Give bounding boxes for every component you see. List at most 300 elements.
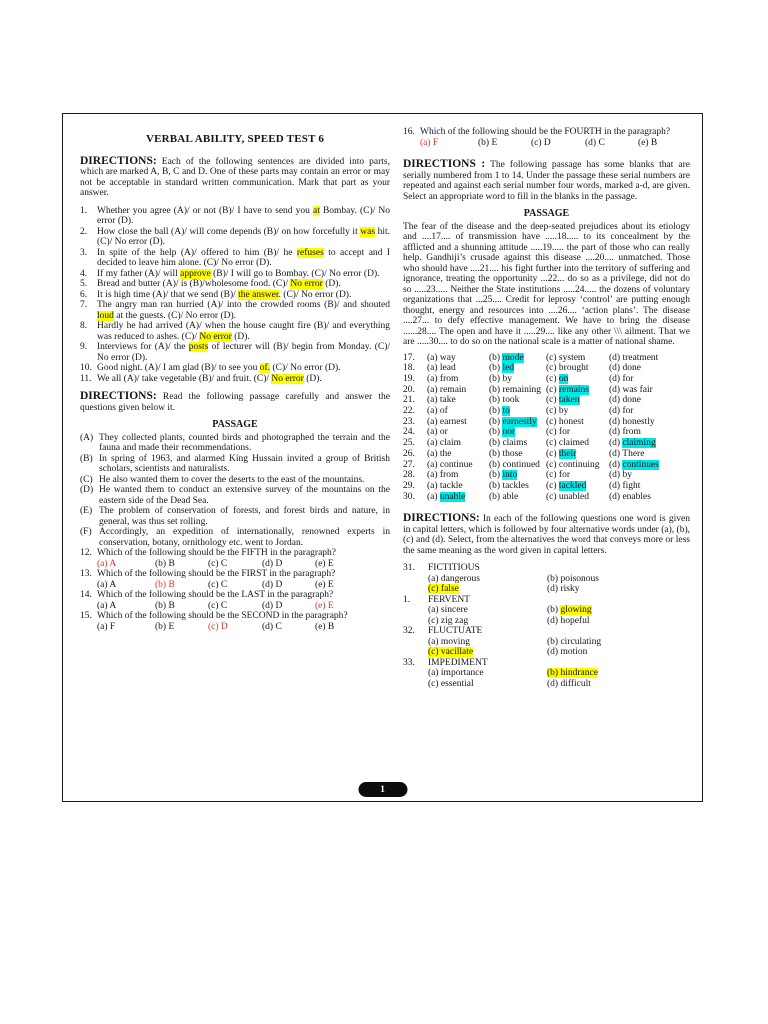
item-number: 14. <box>80 590 92 600</box>
item-text <box>97 206 390 227</box>
item-number: 32. <box>403 626 415 637</box>
highlighted-text: remains <box>558 384 589 395</box>
option-letter: (c) <box>546 470 559 481</box>
ordering-question-16 <box>403 127 690 148</box>
option-word: by <box>622 470 632 481</box>
item-number: 20. <box>403 384 415 395</box>
item-number: 12. <box>80 548 92 558</box>
option-letter: (b) <box>489 373 503 384</box>
text-segment: (D). <box>303 373 322 384</box>
directions-text: The following passage has some blanks that are serially numbered from 1 to 14. Under the passage these serial numbers are repeated and against each serial number four words, marked a-d, are given. Select an appropriate word to fill in the blanks in the passage. <box>403 160 690 202</box>
text-segment: It is high time (A)/ that we send (B)/ <box>97 289 239 300</box>
passage-sentence-items <box>80 433 390 549</box>
highlighted-text: into <box>502 470 518 481</box>
fill-option <box>609 417 690 428</box>
item-number: 25. <box>403 438 415 449</box>
directions-synonym <box>403 513 690 556</box>
synonym-options <box>403 637 690 658</box>
synonym-option <box>428 647 547 658</box>
option-word: was fair <box>622 384 653 395</box>
item-number: 28. <box>403 470 415 481</box>
two-column-layout <box>63 114 702 689</box>
error-item <box>80 321 390 342</box>
item-text: Which of the following should be the FIFTH in the paragraph? <box>97 548 337 558</box>
left-column <box>80 127 390 689</box>
option-word: for <box>622 406 634 417</box>
answer-option-red: (e) E <box>315 600 334 611</box>
text-segment: Hardly he had arrived (A)/ when the house caught fire (B)/ and everything was reduced to ashes. (C)/ <box>97 321 390 342</box>
option-word: There <box>622 448 645 459</box>
error-item <box>80 279 390 290</box>
item-number: (D) <box>80 485 94 495</box>
highlighted-text: No error <box>199 331 232 342</box>
synonym-option <box>428 574 547 585</box>
passage-heading: PASSAGE <box>523 208 570 219</box>
option-letter: (b) <box>489 395 503 406</box>
directions-text: In each of the following questions one word is given in capital letters, which is followed by four alternative words under (a), (b), (c) and (d). Select, from the alternatives the word that conveys more or less the same meaning as the word given in capital letters. <box>403 514 690 556</box>
fill-option <box>427 449 489 460</box>
item-text <box>97 342 390 363</box>
option-word: for <box>558 427 570 438</box>
synonym-option <box>547 574 690 585</box>
answer-option-red: (c) D <box>208 621 228 632</box>
answer-option: (a) A <box>97 600 117 611</box>
option-word: by <box>558 406 569 417</box>
directions-fill-blanks <box>403 159 690 202</box>
synonym-option <box>547 616 690 627</box>
option-letter: (a) <box>427 406 440 417</box>
fill-option <box>489 363 546 374</box>
option-letter: (d) <box>609 373 623 384</box>
fill-item-row <box>403 481 690 492</box>
answer-option: (e) E <box>315 579 334 590</box>
fill-item-row <box>403 374 690 385</box>
fill-option <box>546 395 609 406</box>
option-letter: (d) <box>609 352 623 363</box>
fill-option <box>609 427 690 438</box>
fill-item-row <box>403 353 690 364</box>
option-word: tackle <box>439 480 463 491</box>
text-segment: (a) moving <box>428 636 470 647</box>
option-letter: (b) <box>489 491 503 502</box>
option-word: fight <box>622 480 641 491</box>
option-letter: (c) <box>546 448 559 459</box>
fill-option <box>609 353 690 364</box>
fill-option <box>546 427 609 438</box>
option-letter: (a) <box>427 491 440 502</box>
highlighted-text: claiming <box>622 438 656 449</box>
answer-option: (d) C <box>262 621 282 632</box>
item-number: 30. <box>403 491 415 502</box>
directions-error-spotting <box>80 156 390 199</box>
option-letter: (a) <box>427 416 440 427</box>
synonym-option <box>547 668 690 679</box>
synonym-item-header <box>403 658 690 669</box>
item-text: He also wanted them to cover the deserts to the east of the mountains. <box>99 474 365 485</box>
passage-item <box>80 527 390 548</box>
item-text <box>97 374 390 385</box>
fill-option <box>489 470 546 481</box>
error-item <box>80 342 390 363</box>
option-word: lead <box>439 363 456 374</box>
fill-option <box>609 395 690 406</box>
item-number: 15. <box>80 611 92 621</box>
passage-heading: PASSAGE <box>212 419 258 430</box>
option-letter: (b) <box>489 480 503 491</box>
item-number: 26. <box>403 448 415 459</box>
synonym-item <box>403 563 690 595</box>
text-segment: (c) zig zag <box>428 615 469 626</box>
text-segment: . (C)/ No error (D). <box>278 289 352 300</box>
fill-item-row <box>403 460 690 471</box>
directions-text: Read the following passage carefully and answer the questions given below it. <box>80 392 390 413</box>
option-letter: (b) <box>489 470 503 481</box>
fill-option <box>609 460 690 471</box>
fill-option <box>546 460 609 471</box>
synonym-option <box>547 679 690 690</box>
option-letter: (d) <box>609 491 623 502</box>
option-word: or <box>439 427 448 438</box>
option-letter: (c) <box>546 438 559 449</box>
text-segment: (c) essential <box>428 678 474 689</box>
highlighted-text: tackled <box>558 480 587 491</box>
text-segment: (D). <box>322 279 341 289</box>
synonym-option <box>428 668 547 679</box>
option-word: tackles <box>502 480 529 491</box>
option-letter: (c) <box>546 480 559 491</box>
answer-option: (d) D <box>262 600 283 611</box>
item-number: 2. <box>80 226 88 237</box>
synonym-item <box>403 626 690 658</box>
fill-option <box>427 492 489 503</box>
item-number: 16. <box>403 127 415 137</box>
option-letter: (c) <box>546 373 559 384</box>
option-letter: (d) <box>609 438 623 449</box>
question-item <box>80 569 390 580</box>
text-segment: Bread and butter (A)/ is (B)/wholesome food. (C)/ <box>97 279 291 289</box>
option-letter: (a) <box>427 459 440 470</box>
text-segment: (a) sincere <box>428 605 468 616</box>
item-text <box>97 363 390 374</box>
question-options <box>80 601 390 612</box>
option-word: claim <box>439 438 462 449</box>
option-letter: (d) <box>609 427 623 438</box>
fill-option <box>609 449 690 460</box>
fill-option <box>489 449 546 460</box>
fill-item-row <box>403 427 690 438</box>
fill-option <box>489 406 546 417</box>
item-number: 31. <box>403 563 415 574</box>
ordering-questions <box>80 548 390 632</box>
text-segment: of lecturer will (B)/ begin from Monday. (C)/ No error (D). <box>97 342 390 363</box>
option-word: way <box>439 352 456 363</box>
fill-passage-text: The fear of the disease and the deep-seated prejudices about its etiology and ....17.... of transmission have .....18..... to its concealment by the afflicted and a shunning attitude .....19..... the part of those who can really help. Gandhiji’s crusade against this disease ....20.... unmatched. Those who should have ....21.... his fight further into the territory of suffering and ignorance, treating the opportunity ...22... do so as a privilege, did not do so .....23..... Neither the State institutions .....24..... the dozens of voluntary organizations that ...25.... Credit for leprosy ‘control’ are putting enough thought, energy and resources into ....26.... ‘action plans’. The disease ....27... to defy effective management. We have to bring the disease ......28.... The open and have it .....29.... like any other \\\ ailment. That we are .....30.... to do so on the national scale is a matter of national shame. <box>403 221 690 347</box>
option-letter: (d) <box>609 384 623 395</box>
item-number: 9. <box>80 342 88 352</box>
item-number: 5. <box>80 279 88 289</box>
directions-label: DIRECTIONS: <box>403 512 480 525</box>
text-segment: (B)/ I will go to Bombay. (C)/ No error (D). <box>210 268 380 279</box>
highlighted-text: (c) vacillate <box>428 647 474 658</box>
option-letter: (a) <box>427 480 440 491</box>
option-letter: (d) <box>609 416 623 427</box>
text-segment: Whether you agree (A)/ or not (B)/ I have to send you <box>97 205 313 216</box>
fill-option <box>427 353 489 364</box>
fill-item-row <box>403 417 690 428</box>
option-word: able <box>502 491 519 502</box>
error-item <box>80 300 390 321</box>
test-paper-page <box>62 113 703 802</box>
synonym-option <box>547 647 690 658</box>
answer-option: (c) C <box>208 558 228 569</box>
highlighted-text: posts <box>188 342 209 352</box>
answer-option: (d) C <box>585 137 605 148</box>
item-text: Accordingly, an expedition of internationally, renowned experts in conservation, botany, ornithology etc. went to Jordan. <box>99 527 390 548</box>
fill-option <box>546 470 609 481</box>
highlighted-text: of. <box>259 363 271 373</box>
highlighted-text: to <box>502 406 510 417</box>
question-options <box>403 138 690 149</box>
fill-option <box>609 481 690 492</box>
option-letter: (c) <box>546 363 559 374</box>
answer-option: (b) E <box>155 621 175 632</box>
option-word: done <box>622 363 641 374</box>
text-segment: If my father (A)/ will <box>97 268 181 279</box>
answer-option: (b) B <box>155 600 175 611</box>
option-word: treatment <box>622 352 659 363</box>
option-letter: (b) <box>489 427 503 438</box>
fill-option <box>546 438 609 449</box>
fill-option <box>489 385 546 396</box>
highlighted-text: mode <box>502 352 524 363</box>
option-word: continuing <box>558 459 600 470</box>
option-letter: (d) <box>609 448 623 459</box>
item-number: (F) <box>80 527 92 537</box>
highlighted-text: refuses <box>296 247 324 258</box>
option-letter: (a) <box>427 363 440 374</box>
synonym-option <box>547 605 690 616</box>
answer-option: (d) D <box>262 558 283 569</box>
passage-item <box>80 475 390 486</box>
text-segment: (b) poisonous <box>547 573 599 584</box>
question-options <box>80 622 390 633</box>
item-text <box>97 279 390 290</box>
highlighted-text: loud <box>97 310 114 321</box>
fill-option <box>546 385 609 396</box>
item-text: In spring of 1963, and alarmed King Hussain invited a group of British scholars, scientists and naturalists. <box>99 453 390 474</box>
option-word: brought <box>558 363 589 374</box>
item-number: 1. <box>403 594 411 605</box>
item-number: (A) <box>80 432 94 443</box>
fill-option <box>427 374 489 385</box>
text-segment: (b) <box>547 605 561 616</box>
item-number: 33. <box>403 657 415 668</box>
option-letter: (d) <box>609 470 623 481</box>
item-number: 17. <box>403 352 415 363</box>
highlighted-text: No error <box>290 279 323 289</box>
fill-option <box>546 492 609 503</box>
fill-option <box>427 395 489 406</box>
directions-text: Each of the following sentences are divided into parts, which are marked A, B, C and D. One of these parts may contain an error or may not be acceptable in standard written communication. Mark that part as your answer. <box>80 156 391 198</box>
option-word: those <box>502 448 523 459</box>
fill-option <box>489 460 546 471</box>
highlighted-text: nor <box>502 427 516 438</box>
option-letter: (a) <box>427 352 440 363</box>
item-number: 27. <box>403 459 415 470</box>
directions-label: DIRECTIONS : <box>403 158 486 170</box>
item-number: 18. <box>403 363 415 374</box>
test-title: VERBAL ABILITY, SPEED TEST 6 <box>145 133 325 145</box>
error-item <box>80 290 390 301</box>
error-item <box>80 248 390 269</box>
option-letter: (a) <box>427 373 440 384</box>
error-item <box>80 374 390 385</box>
option-letter: (c) <box>546 395 559 406</box>
option-letter: (b) <box>489 352 503 363</box>
fill-option <box>427 481 489 492</box>
fill-option <box>546 363 609 374</box>
passage-item <box>80 506 390 527</box>
item-text <box>97 300 390 321</box>
error-item <box>80 227 390 248</box>
option-word: took <box>502 395 520 406</box>
option-word: continued <box>502 459 540 470</box>
fill-option <box>427 438 489 449</box>
question-item <box>80 590 390 601</box>
highlighted-text: taken <box>558 395 580 406</box>
error-item <box>80 363 390 374</box>
text-segment: (d) risky <box>547 584 580 595</box>
highlighted-text: at <box>312 205 320 216</box>
fill-option <box>609 406 690 417</box>
answer-option-red: (a) F <box>420 137 439 148</box>
fill-option <box>427 363 489 374</box>
option-word: from <box>439 470 459 481</box>
option-letter: (b) <box>489 459 503 470</box>
text-segment: (D). <box>231 331 250 342</box>
fill-option <box>609 374 690 385</box>
item-number: 11. <box>80 373 92 384</box>
item-text <box>97 269 390 280</box>
item-number: 4. <box>80 268 88 279</box>
fill-option <box>489 438 546 449</box>
item-number: 10. <box>80 363 92 373</box>
option-letter: (c) <box>546 384 559 395</box>
highlighted-text: was <box>360 226 376 237</box>
highlighted-text: glowing <box>560 605 592 616</box>
option-word: from <box>622 427 641 438</box>
fill-option <box>489 353 546 364</box>
option-word: unabled <box>558 491 589 502</box>
option-letter: (a) <box>427 448 440 459</box>
synonym-questions <box>403 563 690 689</box>
synonym-option <box>428 605 547 616</box>
option-letter: (c) <box>546 352 559 363</box>
option-letter: (d) <box>609 395 623 406</box>
fill-item-row <box>403 363 690 374</box>
fill-option <box>609 385 690 396</box>
item-text <box>97 248 390 269</box>
item-text: Which of the following should be the FIRST in the paragraph? <box>97 569 336 579</box>
text-segment: (a) importance <box>428 668 484 679</box>
text-segment: to accept and I decided to leave him alone. (C)/ No error (D). <box>97 247 391 268</box>
option-word: enables <box>622 491 651 502</box>
highlighted-text: earnestly <box>502 416 537 427</box>
answer-option: (e) E <box>315 558 334 569</box>
synonym-option <box>428 637 547 648</box>
item-text: He wanted them to conduct an extensive survey of the mountains on the eastern side of the Dead Sea. <box>99 485 390 506</box>
fill-item-row <box>403 438 690 449</box>
option-letter: (b) <box>489 384 503 395</box>
answer-option: (e) B <box>638 137 658 148</box>
item-number: (C) <box>80 474 93 485</box>
text-segment: at the guests. (C)/ No error (D). <box>113 310 237 321</box>
fill-item-row <box>403 449 690 460</box>
question-item <box>80 548 390 559</box>
text-segment: In spite of the help (A)/ offered to him (B)/ he <box>97 247 297 258</box>
text-segment: (d) hopeful <box>547 615 590 626</box>
fill-option <box>546 449 609 460</box>
item-number: 22. <box>403 406 415 417</box>
answer-option: (d) D <box>262 579 283 590</box>
fill-option <box>427 460 489 471</box>
passage-item <box>80 485 390 506</box>
text-segment: (a) dangerous <box>428 573 480 584</box>
item-text: Which of the following should be the SECOND in the paragraph? <box>97 611 348 621</box>
capital-word: FICTITIOUS <box>428 563 480 574</box>
option-word: of <box>439 406 448 417</box>
answer-option: (a) F <box>97 621 116 632</box>
option-letter: (d) <box>609 459 623 470</box>
item-text: They collected plants, counted birds and photographed the terrain and the fauna and made their recommendations. <box>99 432 390 453</box>
item-text: The problem of conservation of forests, and forest birds and nature, in general, was thus set rolling. <box>99 506 390 527</box>
option-letter: (d) <box>609 480 623 491</box>
item-number: 6. <box>80 289 88 300</box>
highlighted-text: on <box>558 373 569 384</box>
text-segment: (d) difficult <box>547 678 591 689</box>
highlighted-text: No error <box>271 373 304 384</box>
text-segment: The angry man ran hurried (A)/ into the crowded rooms (B)/ and shouted <box>97 300 390 310</box>
option-word: from <box>439 373 459 384</box>
highlighted-text: their <box>558 448 577 459</box>
item-number: 29. <box>403 480 415 491</box>
text-segment: Bombay. (C)/ No error (D). <box>97 205 390 226</box>
question-item <box>403 127 690 138</box>
capital-word: FLUCTUATE <box>428 626 483 637</box>
error-item <box>80 206 390 227</box>
item-number: 23. <box>403 416 415 427</box>
fill-option <box>489 395 546 406</box>
item-number: 24. <box>403 427 415 438</box>
option-letter: (c) <box>546 416 559 427</box>
highlighted-text: continues <box>622 459 659 470</box>
fill-option <box>489 481 546 492</box>
answer-option: (b) B <box>155 558 175 569</box>
option-letter: (b) <box>489 416 503 427</box>
option-word: done <box>622 395 641 406</box>
capital-word: FERVENT <box>428 594 470 605</box>
option-letter: (d) <box>609 363 623 374</box>
synonym-option <box>547 637 690 648</box>
synonym-options <box>403 668 690 689</box>
fill-option <box>546 374 609 385</box>
answer-option: (c) D <box>531 137 551 148</box>
answer-option: (c) C <box>208 579 228 590</box>
fill-option <box>427 406 489 417</box>
answer-option-red: (a) A <box>97 558 117 569</box>
item-number: 7. <box>80 300 88 310</box>
fill-option <box>489 427 546 438</box>
